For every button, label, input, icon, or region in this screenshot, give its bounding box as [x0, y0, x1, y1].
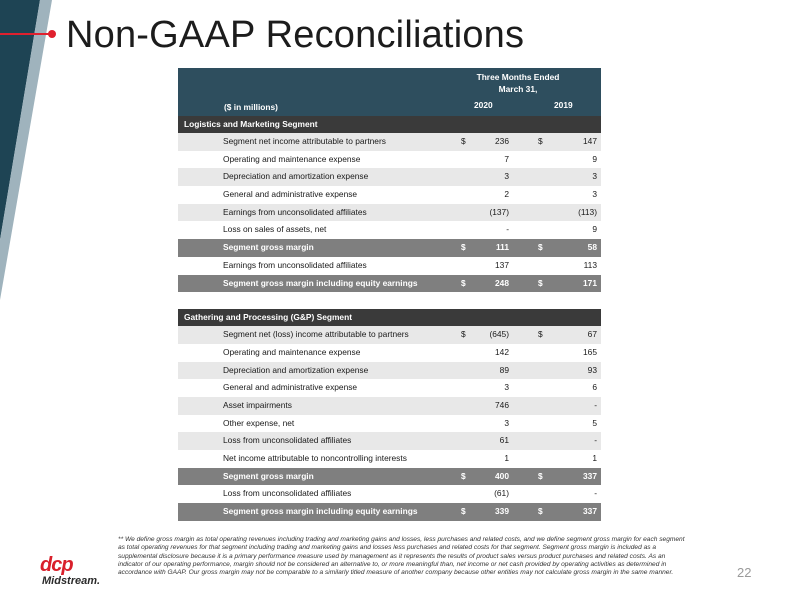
row-label: Operating and maintenance expense: [223, 153, 361, 164]
table-row: [178, 151, 601, 169]
value-2019: 1: [592, 453, 597, 463]
dollar-2019: $: [538, 242, 543, 253]
side-decoration: [0, 0, 60, 600]
title-accent-dot: [48, 30, 56, 38]
section-header: Gathering and Processing (G&P) Segment: [178, 309, 601, 326]
value-2019: -: [594, 488, 597, 499]
table-row: [178, 450, 601, 468]
value-2019: -: [594, 435, 597, 446]
row-label: Segment net income attributable to partners: [223, 136, 386, 146]
dollar-2019: $: [538, 329, 543, 340]
row-label: Earnings from unconsolidated affiliates: [223, 206, 367, 217]
row-label: Segment gross margin: [223, 470, 314, 481]
dollar-2020: $: [461, 506, 466, 517]
table-row: [178, 168, 601, 186]
value-2020: 3: [504, 417, 509, 428]
row-label: Loss from unconsolidated affiliates: [223, 488, 352, 499]
value-2019: 67: [587, 329, 597, 340]
year-2020-header: 2020: [474, 100, 493, 110]
table-row: [178, 239, 601, 257]
value-2020: 746: [495, 399, 509, 410]
table-row: [178, 133, 601, 151]
row-label: Segment gross margin: [223, 242, 314, 253]
section-header: Logistics and Marketing Segment: [178, 116, 601, 133]
value-2019: 113: [583, 259, 597, 270]
dollar-2020: $: [461, 242, 466, 253]
value-2020: 3: [504, 382, 509, 393]
table-header: [178, 68, 601, 116]
row-label: Operating and maintenance expense: [223, 346, 361, 357]
table-row: [178, 468, 601, 486]
table-body: [178, 116, 601, 521]
dollar-2019: $: [538, 136, 543, 146]
value-2019: 3: [592, 189, 597, 200]
value-2020: 61: [499, 435, 509, 446]
logo-name: dcp: [40, 554, 73, 576]
units-label: ($ in millions): [224, 102, 278, 112]
row-label: Segment gross margin including equity earnings: [223, 506, 418, 517]
row-label: Loss from unconsolidated affiliates: [223, 435, 352, 446]
table-row: [178, 186, 601, 204]
title-accent-line: [0, 33, 50, 35]
dollar-2020: $: [461, 470, 466, 481]
value-2020: 2: [504, 189, 509, 200]
dollar-2020: $: [461, 136, 466, 146]
row-label: Segment net (loss) income attributable to partners: [223, 329, 409, 340]
value-2020: (645): [489, 329, 509, 340]
page-title: Non-GAAP Reconciliations: [66, 14, 525, 56]
table-row: [178, 379, 601, 397]
value-2019: 5: [592, 417, 597, 428]
table-row: [178, 344, 601, 362]
value-2019: 165: [583, 346, 597, 357]
value-2020: 3: [504, 171, 509, 182]
table-row: [178, 275, 601, 293]
reconciliation-table: [178, 68, 601, 521]
table-row: [178, 415, 601, 433]
value-2020: (61): [494, 488, 509, 499]
value-2019: 171: [583, 277, 597, 288]
value-2019: -: [594, 399, 597, 410]
value-2020: (137): [489, 206, 509, 217]
value-2020: 111: [495, 242, 509, 253]
value-2020: 400: [495, 470, 509, 481]
value-2019: 147: [583, 136, 597, 146]
value-2019: 9: [592, 153, 597, 164]
footnote: ** We define gross margin as total operating revenues including trading and marketing gains and losses, less purchases and related costs, and we define segment gross margin for each segment as total operating revenues for that segment including trading and marketing gains and losses less purchases and related costs for that segment. Segment gross margin is included as a supplemental disclosure because it is a primary performance measure used by management as it represents the results of product sales versus product purchases and related costs. As an indicator of our operating performance, margin should not be considered an alternative to, or more meaningful than, net income or net cash provided by operating activities as determined in accordance with GAAP. Our gross margin may not be comparable to a similarly titled measure of another company because other entities may not calculate gross margin in the same manner.: [118, 536, 685, 577]
value-2019: 337: [583, 470, 597, 481]
row-label: General and administrative expense: [223, 189, 358, 200]
value-2020: -: [506, 224, 509, 235]
logo-sub: Midstream.: [42, 575, 101, 587]
table-row: [178, 221, 601, 239]
value-2020: 137: [495, 259, 509, 270]
row-label: Net income attributable to noncontrolling interests: [223, 453, 407, 463]
table-row: [178, 432, 601, 450]
value-2020: 339: [495, 506, 509, 517]
row-label: Loss on sales of assets, net: [223, 224, 327, 235]
dollar-2020: $: [461, 277, 466, 288]
row-label: Segment gross margin including equity earnings: [223, 277, 418, 288]
dollar-2019: $: [538, 277, 543, 288]
value-2020: 236: [495, 136, 509, 146]
row-label: General and administrative expense: [223, 382, 358, 393]
company-logo: [40, 554, 101, 593]
dollar-2020: $: [461, 329, 466, 340]
page-number: 22: [737, 565, 752, 580]
value-2019: (113): [578, 206, 597, 217]
value-2019: 337: [583, 506, 597, 517]
value-2019: 58: [587, 242, 597, 253]
section-gap: [178, 292, 601, 309]
value-2020: 248: [495, 277, 509, 288]
table-row: [178, 397, 601, 415]
value-2020: 89: [499, 364, 509, 375]
table-row: [178, 503, 601, 521]
table-row: [178, 257, 601, 275]
dollar-2019: $: [538, 506, 543, 517]
table-row: [178, 362, 601, 380]
table-row: [178, 485, 601, 503]
value-2020: 7: [504, 153, 509, 164]
row-label: Earnings from unconsolidated affiliates: [223, 259, 367, 270]
row-label: Asset impairments: [223, 399, 292, 410]
row-label: Other expense, net: [223, 417, 295, 428]
value-2019: 9: [592, 224, 597, 235]
row-label: Depreciation and amortization expense: [223, 364, 369, 375]
table-row: [178, 204, 601, 222]
value-2020: 1: [504, 453, 509, 463]
value-2019: 6: [592, 382, 597, 393]
value-2019: 3: [592, 171, 597, 182]
row-label: Depreciation and amortization expense: [223, 171, 369, 182]
dollar-2019: $: [538, 470, 543, 481]
table-row: [178, 326, 601, 344]
value-2019: 93: [587, 364, 597, 375]
period-header: Three Months Ended March 31,: [476, 72, 560, 94]
year-2019-header: 2019: [554, 100, 573, 110]
value-2020: 142: [495, 346, 509, 357]
